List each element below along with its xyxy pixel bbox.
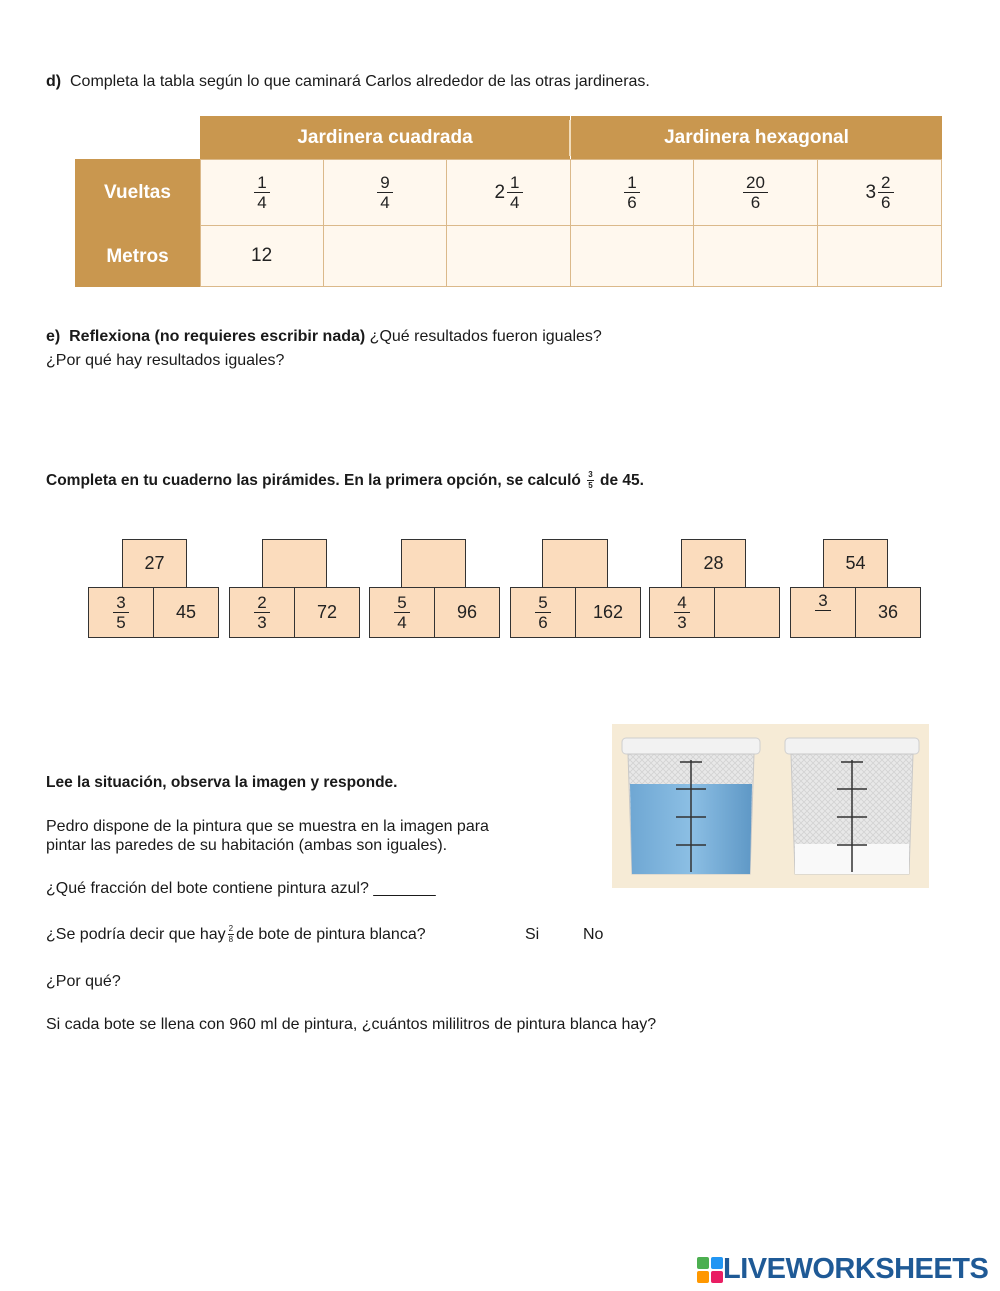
pyramid-number-cell[interactable] [714, 587, 780, 638]
metros-answer-cell[interactable] [323, 225, 447, 287]
header-jardinera-cuadrada: Jardinera cuadrada [200, 116, 570, 159]
logo-text: LIVEWORKSHEETS [723, 1253, 989, 1285]
question-white-fraction: ¿Se podría decir que hay $\frac{2}{8}$ de bote de pintura blanca? [46, 924, 426, 945]
option-no[interactable]: No [583, 926, 604, 943]
metros-answer-cell[interactable] [817, 225, 942, 287]
situation-title: Lee la situación, observa la imagen y responde. [46, 774, 398, 791]
vueltas-cell [446, 159, 571, 226]
section-e-bold: Reflexiona (no requieres escribir nada) [69, 328, 366, 345]
fraction: $\frac{9}{4}$ [377, 174, 392, 211]
inline-fraction: $\frac{2}{8}$ [228, 924, 234, 945]
white-paint-jar [785, 738, 919, 874]
liveworksheets-logo [697, 1253, 988, 1286]
question-milliliters: Si cada bote se llena con 960 ml de pintura, ¿cuántos mililitros de pintura blanca hay? [46, 1016, 657, 1033]
section-d-text: Completa la tabla según lo que caminará Carlos alrededor de las otras jardineras. [70, 73, 650, 90]
vueltas-cell [323, 159, 447, 226]
fraction: $\frac{2}{6}$ [878, 174, 893, 211]
header-jardinera-hexagonal: Jardinera hexagonal [571, 116, 942, 159]
pyramid-number-cell: 36 [855, 587, 921, 638]
fraction: $\frac{1}{4}$ [254, 174, 269, 211]
question-blue-fraction: ¿Qué fracción del bote contiene pintura azul? _______ [46, 880, 436, 897]
pyramid-top-cell[interactable] [401, 539, 466, 588]
section-e-prompt [46, 327, 602, 347]
metros-cell: 12 [200, 225, 324, 287]
pyramid-fraction-cell: $\frac{2}{3}$ [229, 587, 295, 638]
pyramid-top-cell[interactable] [262, 539, 327, 588]
pyramid-top-cell: 27 [122, 539, 187, 588]
pyramid-top-cell[interactable] [542, 539, 608, 588]
logo-icon [697, 1257, 723, 1283]
section-e-question2: ¿Por qué hay resultados iguales? [46, 352, 285, 369]
paint-jars-image [612, 724, 929, 888]
pyramid-number-cell: 45 [153, 587, 219, 638]
pyramid-number-cell: 96 [434, 587, 500, 638]
question-why: ¿Por qué? [46, 973, 121, 990]
vueltas-cell [817, 159, 942, 226]
paint-jars-svg [612, 724, 929, 888]
vueltas-cell [570, 159, 694, 226]
whole-number: 2 [494, 181, 506, 203]
pyramid-fraction-cell: $\frac{5}{6}$ [510, 587, 576, 638]
pyramid-number-cell: 72 [294, 587, 360, 638]
pyramid-fraction-cell: $\frac{3}{5}$ [88, 587, 154, 638]
section-e-label: e) [46, 328, 61, 345]
blue-paint-jar [622, 738, 760, 874]
whole-number: 3 [865, 181, 877, 203]
row-label-metros: Metros [75, 226, 200, 287]
pyramids-instruction: Completa en tu cuaderno las pirámides. En la primera opción, se calculó $\frac{3}{5}$ de 45. [46, 470, 644, 491]
metros-answer-cell[interactable] [693, 225, 818, 287]
option-si[interactable]: Si [525, 926, 540, 943]
metros-answer-cell[interactable] [570, 225, 694, 287]
vueltas-cell [200, 159, 324, 226]
inline-fraction: $\frac{3}{5}$ [588, 470, 593, 491]
section-d-prompt [46, 72, 650, 92]
pyramid-number-cell: 162 [575, 587, 641, 638]
metros-answer-cell[interactable] [446, 225, 571, 287]
fraction: $\frac{1}{6}$ [624, 174, 639, 211]
section-d-label: d) [46, 73, 62, 90]
pyramid-top-cell: 28 [681, 539, 746, 588]
pyramid-fraction-cell[interactable]: 3 [790, 587, 856, 638]
pyramid-top-cell: 54 [823, 539, 888, 588]
fraction: $\frac{1}{4}$ [507, 174, 522, 211]
situation-line2: pintar las paredes de su habitación (ambas son iguales). [46, 837, 448, 854]
section-e-question1: ¿Qué resultados fueron iguales? [369, 328, 602, 345]
pyramid-fraction-cell: $\frac{5}{4}$ [369, 587, 435, 638]
fraction: $\frac{20}{6}$ [743, 174, 768, 211]
situation-line1: Pedro dispone de la pintura que se muestra en la imagen para [46, 818, 489, 835]
pyramid-fraction-cell: $\frac{4}{3}$ [649, 587, 715, 638]
jardineras-table [75, 116, 942, 287]
row-label-vueltas: Vueltas [75, 159, 200, 226]
vueltas-cell [693, 159, 818, 226]
